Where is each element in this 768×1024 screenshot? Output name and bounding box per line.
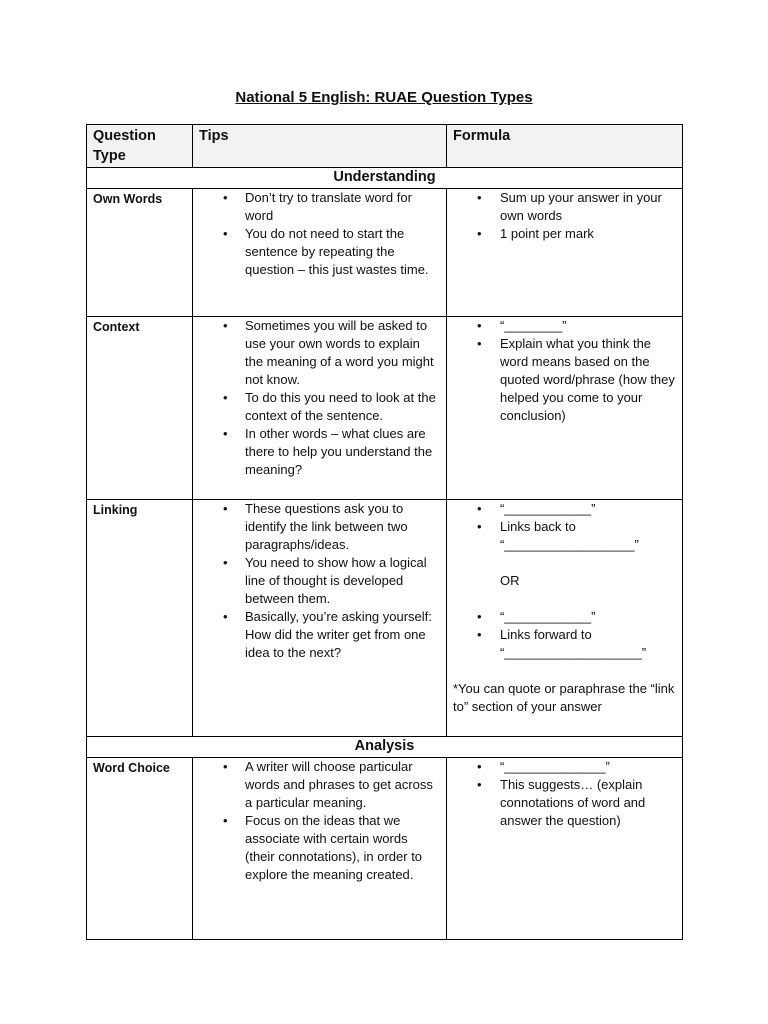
header-formula: Formula [447,125,683,168]
tip-item: • Sometimes you will be asked to use your own words to explain the meaning of a word you might not know. [193,317,446,389]
or-separator: OR [500,573,520,588]
formula-item: • “______________” [447,758,682,776]
tips-cell-own-words [193,189,447,317]
formula-item: • Links forward to “___________________” [447,626,682,662]
linking-note: *You can quote or paraphrase the “link to” section of your answer [453,681,675,714]
question-types-table [86,124,683,940]
formula-item: • Explain what you think the word means based on the quoted word/phrase (how they helped you come to your conclusion) [447,335,682,425]
formula-item: • “____________” [447,608,682,626]
section-row-analysis [87,737,683,758]
document-title: National 5 English: RUAE Question Types [235,89,533,106]
formula-item: • This suggests… (explain connotations of word and answer the question) [447,776,682,830]
question-type-context: Context [87,317,193,500]
tips-cell-linking [193,500,447,737]
formula-item: • Sum up your answer in your own words [447,189,682,225]
table-header-row [87,125,683,168]
header-tips: Tips [193,125,447,168]
formula-cell-own-words [447,189,683,317]
table-row-linking [87,500,683,737]
formula-item: • “____________” [447,500,682,518]
question-type-word-choice: Word Choice [87,758,193,940]
tip-item: • You do not need to start the sentence by repeating the question – this just wastes time. [193,225,446,279]
table-row-context [87,317,683,500]
tip-item: • Basically, you’re asking yourself: How did the writer get from one idea to the next? [193,608,446,662]
header-question-type: Question Type [87,125,193,168]
tips-cell-word-choice [193,758,447,940]
tip-item: • You need to show how a logical line of thought is developed between them. [193,554,446,608]
tip-item: • In other words – what clues are there to help you understand the meaning? [193,425,446,479]
section-row-understanding [87,168,683,189]
table-row-word-choice [87,758,683,940]
tip-item: • To do this you need to look at the context of the sentence. [193,389,446,425]
section-heading-understanding: Understanding [87,168,683,189]
tip-item: • These questions ask you to identify the link between two paragraphs/ideas. [193,500,446,554]
section-heading-analysis: Analysis [87,737,683,758]
formula-item: • “________” [447,317,682,335]
formula-cell-context [447,317,683,500]
tip-item: • Don’t try to translate word for word [193,189,446,225]
question-type-own-words: Own Words [87,189,193,317]
formula-cell-word-choice [447,758,683,940]
tips-cell-context [193,317,447,500]
question-type-linking: Linking [87,500,193,737]
table-row-own-words [87,189,683,317]
tip-item: • A writer will choose particular words and phrases to get across a particular meaning. [193,758,446,812]
formula-item: • 1 point per mark [447,225,682,243]
formula-cell-linking [447,500,683,737]
formula-item: • Links back to “__________________” [447,518,682,554]
tip-item: • Focus on the ideas that we associate with certain words (their connotations), in order to explore the meaning created. [193,812,446,884]
